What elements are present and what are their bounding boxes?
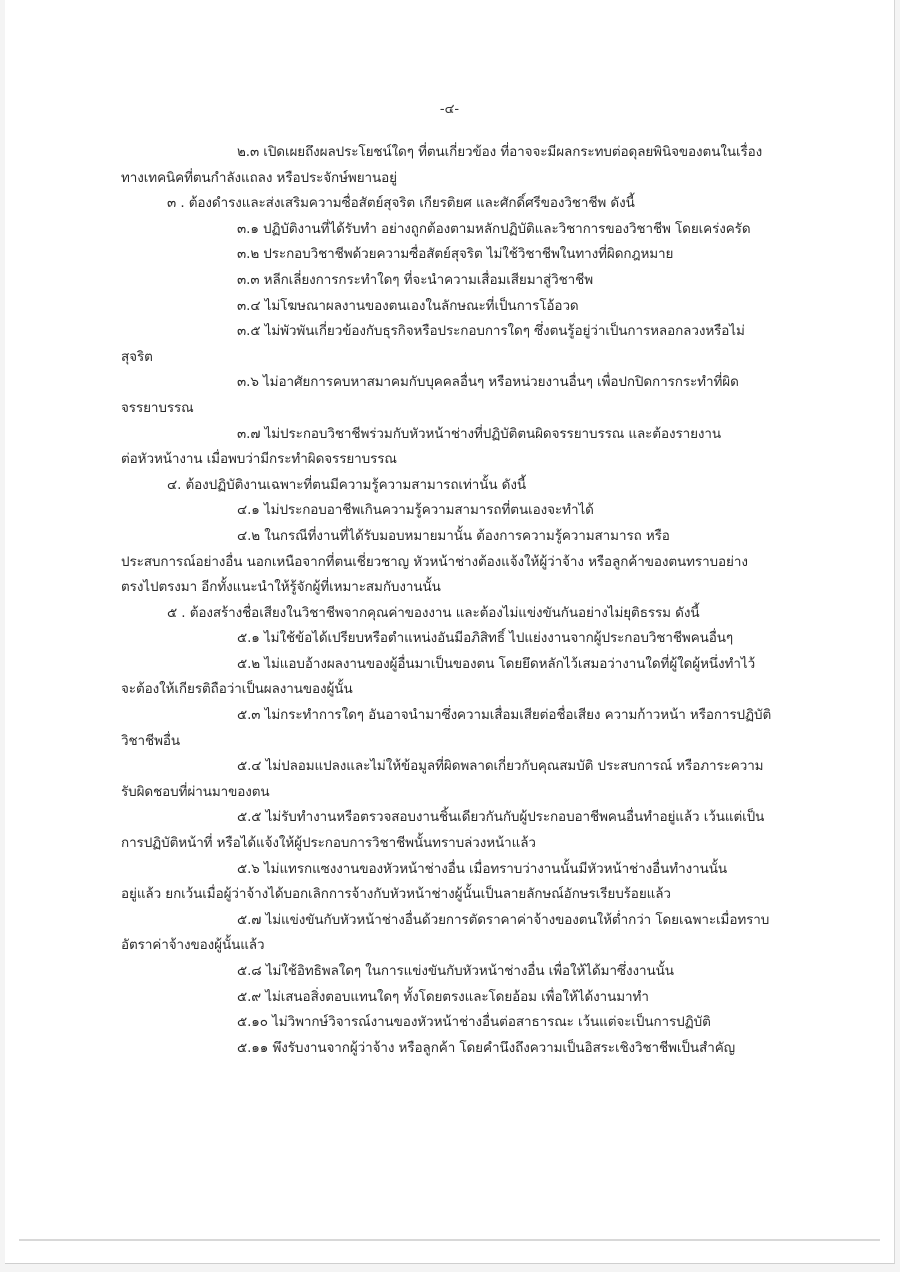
text-line: ๕.๓ ไม่กระทำการใดๆ อันอาจนำมาซึ่งความเสื่อมเสียต่อชื่อเสียง ความก้าวหน้า หรือการปฏิบัติ: [237, 707, 772, 724]
text-line: การปฏิบัติหน้าที่ หรือได้แจ้งให้ผู้ประกอบการวิชาชีพนั้นทราบล่วงหน้าแล้ว: [121, 835, 536, 852]
text-line: ๓.๒ ประกอบวิชาชีพด้วยความซื่อสัตย์สุจริต ไม่ใช้วิชาชีพในทางที่ผิดกฎหมาย: [237, 246, 674, 263]
text-line: สุจริต: [121, 348, 153, 365]
text-line: ๕.๑๑ พึงรับงานจากผู้ว่าจ้าง หรือลูกค้า โดยคำนึงถึงความเป็นอิสระเชิงวิชาชีพเป็นสำคัญ: [237, 1039, 736, 1056]
text-line: อัตราค่าจ้างของผู้นั้นแล้ว: [121, 937, 265, 954]
text-line: ตรงไปตรงมา อีกทั้งแนะนำให้รู้จักผู้ที่เหมาะสมกับงานนั้น: [121, 579, 441, 596]
text-line: จรรยาบรรณ: [121, 399, 194, 416]
text-line: ๒.๓ เปิดเผยถึงผลประโยชน์ใดๆ ที่ตนเกี่ยวข้อง ที่อาจจะมีผลกระทบต่อดุลยพินิจของตนในเรื่อง: [237, 144, 763, 160]
text-line: ๕.๘ ไม่ใช้อิทธิพลใดๆ ในการแข่งขันกับหัวหน้าช่างอื่น เพื่อให้ได้มาซึ่งงานนั้น: [237, 963, 674, 979]
text-line: ๓.๔ ไม่โฆษณาผลงานของตนเองในลักษณะที่เป็นการโอ้อวด: [237, 297, 579, 314]
text-line: ต่อหัวหน้างาน เมื่อพบว่ามีกระทำผิดจรรยาบรรณ: [121, 451, 397, 468]
text-line: ๕.๖ ไม่แทรกแซงงานของหัวหน้าช่างอื่น เมื่อทราบว่างานนั้นมีหัวหน้าช่างอื่นทำงานนั้น: [237, 860, 727, 877]
text-line: ๓.๓ หลีกเลี่ยงการกระทำใดๆ ที่จะนำความเสื่อมเสียมาสู่วิชาชีพ: [237, 271, 594, 288]
text-line: ๕.๗ ไม่แข่งขันกับหัวหน้าช่างอื่นด้วยการตัดราคาค่าจ้างของตนให้ต่ำกว่า โดยเฉพาะเมื่อทราบ: [237, 911, 770, 928]
text-line: ๓.๕ ไม่พัวพันเกี่ยวข้องกับธุรกิจหรือประกอบการใดๆ ซึ่งตนรู้อยู่ว่าเป็นการหลอกลวงหรือไม่: [237, 323, 745, 340]
text-line: ๔.๑ ไม่ประกอบอาชีพเกินความรู้ความสามารถที่ตนเองจะทำได้: [237, 502, 594, 519]
text-line: ๓.๗ ไม่ประกอบวิชาชีพร่วมกับหัวหน้าช่างที่ปฏิบัติตนผิดจรรยาบรรณ และต้องรายงาน: [237, 425, 722, 442]
text-line: ๕ . ต้องสร้างชื่อเสียงในวิชาชีพจากคุณค่าของงาน และต้องไม่แข่งขันกันอย่างไม่ยุติธรรม ดังนี้: [167, 604, 700, 621]
text-line: ๕.๕ ไม่รับทำงานหรือตรวจสอบงานชิ้นเดียวกันกับผู้ประกอบอาชีพคนอื่นทำอยู่แล้ว เว้นแต่เป็น: [237, 809, 765, 826]
text-line: ๕.๙ ไม่เสนอสิ่งตอบแทนใดๆ ทั้งโดยตรงและโดยอ้อม เพื่อให้ได้งานมาทำ: [237, 988, 649, 1005]
text-line: ๔.๒ ในกรณีที่งานที่ได้รับมอบหมายมานั้น ต้องการความรู้ความสามารถ หรือ: [237, 527, 670, 544]
text-line: ๔. ต้องปฏิบัติงานเฉพาะที่ตนมีความรู้ความสามารถเท่านั้น ดังนี้: [167, 476, 526, 493]
text-line: ๓.๑ ปฏิบัติงานที่ได้รับทำ อย่างถูกต้องตามหลักปฏิบัติและวิชาการของวิชาชีพ โดยเคร่งครัด: [237, 220, 751, 237]
text-line: ประสบการณ์อย่างอื่น นอกเหนือจากที่ตนเชี่ยวชาญ หัวหน้าช่างต้องแจ้งให้ผู้ว่าจ้าง หรือลูกค้าของตนทราบอย่าง: [121, 553, 748, 570]
text-line: ๓ . ต้องดำรงและส่งเสริมความซื่อสัตย์สุจริต เกียรติยศ และศักดิ์ศรีของวิชาชีพ ดังนี้: [167, 195, 635, 212]
text-line: ๕.๔ ไม่ปลอมแปลงและไม่ให้ข้อมูลที่ผิดพลาดเกี่ยวกับคุณสมบัติ ประสบการณ์ หรือภาระความ: [237, 758, 764, 775]
text-line: จะต้องให้เกียรติถือว่าเป็นผลงานของผู้นั้น: [121, 681, 353, 698]
scan-edge-line: [19, 1239, 880, 1241]
text-line: ๕.๑ ไม่ใช้ข้อได้เปรียบหรือตำแหน่งอันมีอภิสิทธิ์ ไปแย่งงานจากผู้ประกอบวิชาชีพคนอื่นๆ: [237, 630, 734, 647]
text-line: อยู่แล้ว ยกเว้นเมื่อผู้ว่าจ้างได้บอกเลิกการจ้างกับหัวหน้าช่างผู้นั้นเป็นลายลักษณ์อักษรเรียบร้อยแล้ว: [121, 886, 671, 903]
text-line: วิชาชีพอื่น: [121, 732, 181, 749]
text-line: ๕.๑๐ ไม่วิพากษ์วิจารณ์งานของหัวหน้าช่างอื่นต่อสาธารณะ เว้นแต่จะเป็นการปฏิบัติ: [237, 1014, 711, 1031]
page-number: -๔-: [439, 102, 460, 117]
text-line: ทางเทคนิคที่ตนกำลังแถลง หรือประจักษ์พยานอยู่: [121, 169, 397, 186]
document-page: [5, 0, 895, 1264]
text-line: รับผิดชอบที่ผ่านมาของตน: [121, 783, 270, 800]
document-body: [5, 140, 894, 1061]
text-line: ๓.๖ ไม่อาศัยการคบหาสมาคมกับบุคคลอื่นๆ หรือหน่วยงานอื่นๆ เพื่อปกปิดการกระทำที่ผิด: [237, 374, 739, 391]
text-line: ๕.๒ ไม่แอบอ้างผลงานของผู้อื่นมาเป็นของตน โดยยึดหลักไว้เสมอว่างานใดที่ผู้ใดผู้หนึ่งทำไว้: [237, 655, 756, 672]
